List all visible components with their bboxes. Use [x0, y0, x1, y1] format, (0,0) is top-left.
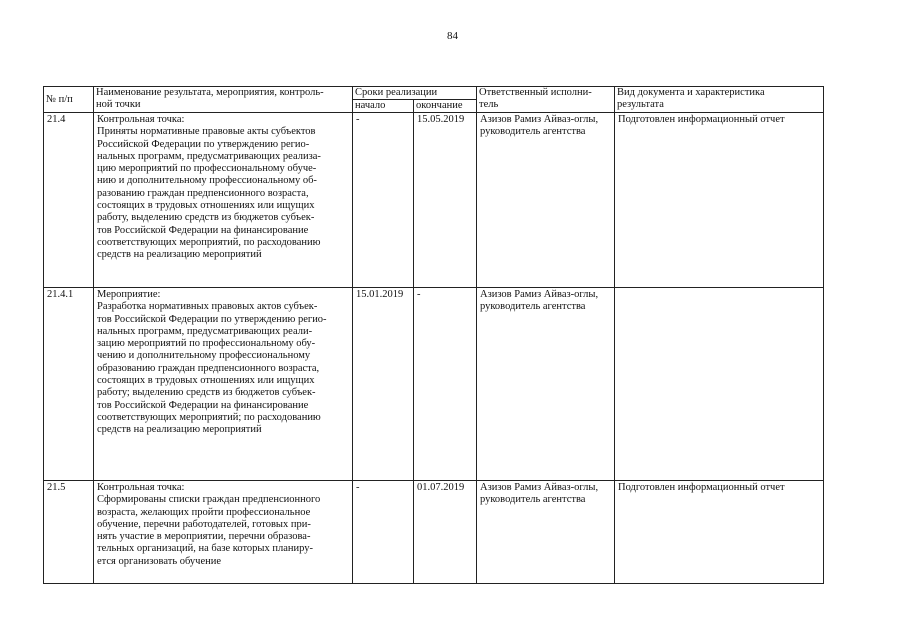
row-start: -: [353, 113, 414, 288]
header-document: Вид документа и характеристика результата: [615, 87, 824, 113]
row-name: Мероприятие: Разработка нормативных правовых актов субъек- тов Российской Федерации по утверждению регио- нальных программ, предусматривающих реали- зацию мероприятий по профессиональному обу- чению и дополнительному профессиональному образованию граждан предпенсионного возраста, состоящих в трудовых отношениях или ищущих работу; выделению средств из бюджетов субъек- тов Российской Федерации на финансирование соответствующих мероприятий; по расходованию средств на реализацию мероприятий: [94, 288, 353, 481]
header-end: окончание: [414, 100, 477, 113]
row-end: 15.05.2019: [414, 113, 477, 288]
table-row: [44, 481, 824, 584]
row-start: 15.01.2019: [353, 288, 414, 481]
row-responsible: Азизов Рамиз Айваз-оглы, руководитель агентства: [477, 288, 615, 481]
row-responsible: Азизов Рамиз Айваз-оглы, руководитель агентства: [477, 481, 615, 584]
row-start: -: [353, 481, 414, 584]
header-deadlines: Сроки реализации: [353, 87, 477, 100]
row-end: -: [414, 288, 477, 481]
header-start: начало: [353, 100, 414, 113]
header-responsible: Ответственный исполни- тель: [477, 87, 615, 113]
row-end: 01.07.2019: [414, 481, 477, 584]
results-table: [43, 86, 824, 584]
row-number: 21.4: [44, 113, 94, 288]
table-row: [44, 288, 824, 481]
row-document: Подготовлен информационный отчет: [615, 481, 824, 584]
row-name: Контрольная точка: Приняты нормативные правовые акты субъектов Российской Федерации по утверждению регио- нальных программ, предусматривающих реализа- цию мероприятий по профессиональному обуче- нию и дополнительному профессиональному об- разованию граждан предпенсионного возраста, состоящих в трудовых отношениях или ищущих работу, выделению средств из бюджетов субъек- тов Российской Федерации на финансирование соответствующих мероприятий, по расходованию средств на реализацию мероприятий: [94, 113, 353, 288]
table-header: [44, 87, 824, 113]
page-number: 84: [447, 30, 458, 42]
row-responsible: Азизов Рамиз Айваз-оглы, руководитель агентства: [477, 113, 615, 288]
row-document: [615, 288, 824, 481]
row-document: Подготовлен информационный отчет: [615, 113, 824, 288]
row-name: Контрольная точка: Сформированы списки граждан предпенсионного возраста, желающих пройти профессиональное обучение, перечни работодателей, готовых при- нять участие в мероприятии, перечни образова- тельных организаций, на базе которых планиру- ется организовать обучение: [94, 481, 353, 584]
row-number: 21.4.1: [44, 288, 94, 481]
row-number: 21.5: [44, 481, 94, 584]
table-row: [44, 113, 824, 288]
header-number: № п/п: [44, 87, 94, 113]
header-name: Наименование результата, мероприятия, контроль- ной точки: [94, 87, 353, 113]
